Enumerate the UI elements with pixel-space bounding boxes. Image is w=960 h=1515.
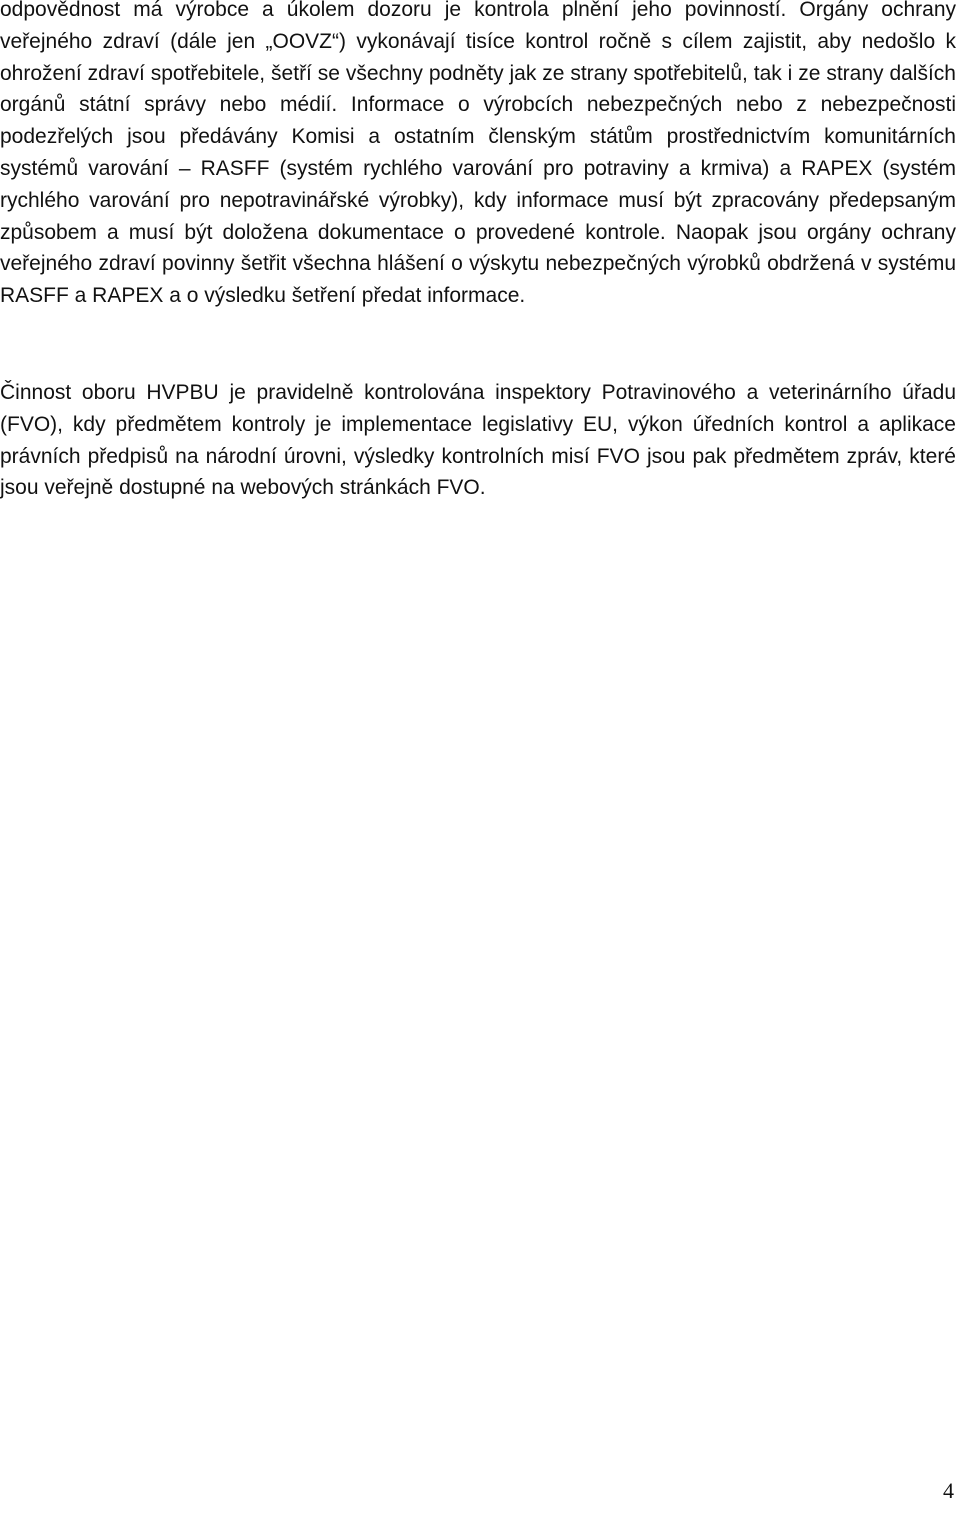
page-number: 4 [943, 1478, 954, 1503]
body-paragraph-oovz-controls: odpovědnost má výrobce a úkolem dozoru je kontrola plnění jeho povinností. Orgány ochrany veřejného zdraví (dále jen „OOVZ“) vykonávají tisíce kontrol ročně s cílem zajistit, aby nedošlo k ohrožení zdraví spotřebitele, šetří se všechny podněty jak ze strany spotřebitelů, tak i ze strany dalších orgánů státní správy nebo médií. Informace o výrobcích nebezpečných nebo z nebezpečnosti podezřelých jsou předávány Komisi a ostatním členským státům prostřednictvím komunitárních systémů varování – RASFF (systém rychlého varování pro potraviny a krmiva) a RAPEX (systém rychlého varování pro nepotravinářské výrobky), kdy informace musí být zpracovány předepsaným způsobem a musí být doložena dokumentace o provedené kontrole. Naopak jsou orgány ochrany veřejného zdraví povinny šetřit všechna hlášení o výskytu nebezpečných výrobků obdržená v systému RASFF a RAPEX a o výsledku šetření předat informace. [0, 0, 956, 308]
body-paragraph-hvpbu-fvo: Činnost oboru HVPBU je pravidelně kontrolována inspektory Potravinového a veterinárního úřadu (FVO), kdy předmětem kontroly je implementace legislativy EU, výkon úředních kontrol a aplikace právních předpisů na národní úrovni, výsledky kontrolních misí FVO jsou pak předmětem zpráv, které jsou veřejně dostupné na webových stránkách FVO. [0, 381, 956, 500]
